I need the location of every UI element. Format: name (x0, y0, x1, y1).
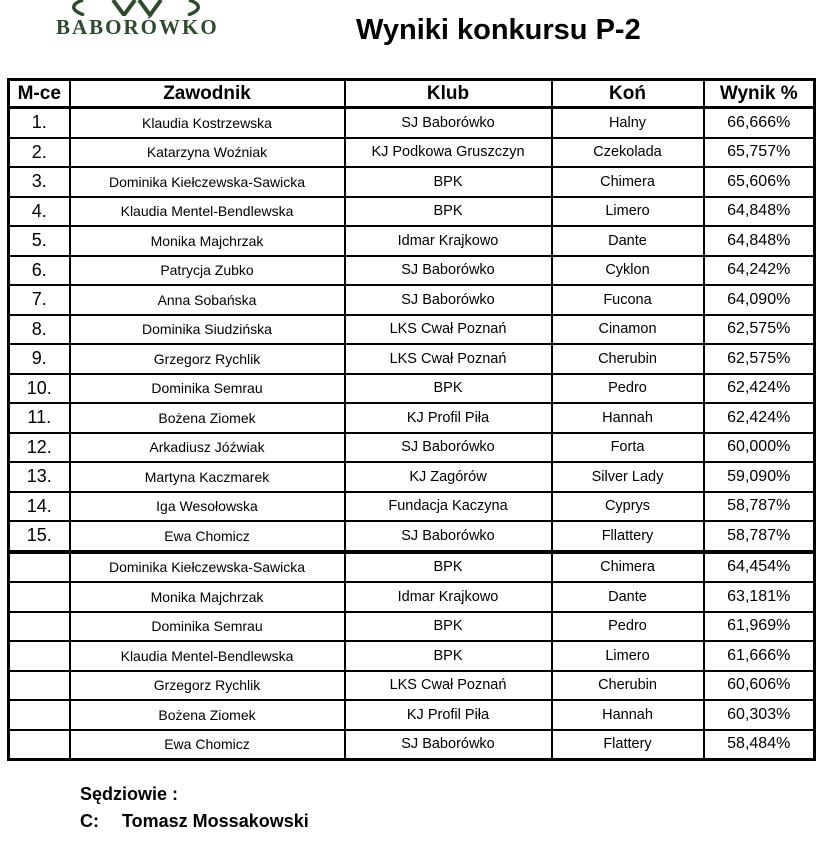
judges-section (80, 784, 309, 832)
header-place: M-ce (9, 80, 70, 108)
horse-cell: Silver Lady (552, 462, 704, 492)
horse-cell: Cherubin (552, 344, 704, 374)
table-row (9, 315, 815, 345)
horse-cell: Dante (552, 226, 704, 256)
place-cell: 2. (9, 138, 70, 168)
club-cell: BPK (345, 552, 552, 583)
table-row (9, 582, 815, 612)
table-row (9, 492, 815, 522)
result-cell: 63,181% (704, 582, 815, 612)
judge-name: Tomasz Mossakowski (122, 811, 309, 831)
place-cell: 4. (9, 197, 70, 227)
horse-cell: Cyklon (552, 256, 704, 286)
result-cell: 64,848% (704, 226, 815, 256)
table-row (9, 552, 815, 583)
table-row (9, 521, 815, 552)
competitor-cell: Dominika Kiełczewska-Sawicka (70, 552, 345, 583)
club-cell: KJ Profil Piła (345, 403, 552, 433)
horse-cell: Hannah (552, 403, 704, 433)
competitor-cell: Iga Wesołowska (70, 492, 345, 522)
club-cell: Idmar Krajkowo (345, 582, 552, 612)
club-cell: BPK (345, 197, 552, 227)
result-cell: 58,787% (704, 521, 815, 552)
competitor-cell: Dominika Siudzińska (70, 315, 345, 345)
table-row (9, 612, 815, 642)
result-cell: 58,484% (704, 730, 815, 760)
results-table-container (7, 78, 813, 761)
place-cell: 6. (9, 256, 70, 286)
club-cell: Fundacja Kaczyna (345, 492, 552, 522)
table-row (9, 433, 815, 463)
competitor-cell: Anna Sobańska (70, 285, 345, 315)
competitor-cell: Ewa Chomicz (70, 521, 345, 552)
header-competitor: Zawodnik (70, 80, 345, 108)
horse-cell: Limero (552, 641, 704, 671)
club-cell: KJ Zagórów (345, 462, 552, 492)
result-cell: 64,454% (704, 552, 815, 583)
logo-text: BABORÓWKO (56, 15, 219, 39)
result-cell: 59,090% (704, 462, 815, 492)
result-cell: 60,606% (704, 671, 815, 701)
table-row (9, 641, 815, 671)
competitor-cell: Klaudia Kostrzewska (70, 108, 345, 138)
logo-emblem-icon (61, 0, 211, 16)
place-cell: 3. (9, 167, 70, 197)
competitor-cell: Klaudia Mentel-Bendlewska (70, 641, 345, 671)
result-cell: 62,424% (704, 374, 815, 404)
page-title: Wyniki konkursu P-2 (356, 14, 641, 46)
horse-cell: Fucona (552, 285, 704, 315)
club-cell: SJ Baborówko (345, 433, 552, 463)
place-cell (9, 612, 70, 642)
horse-cell: Cinamon (552, 315, 704, 345)
place-cell: 10. (9, 374, 70, 404)
place-cell: 5. (9, 226, 70, 256)
table-row (9, 344, 815, 374)
result-cell: 65,757% (704, 138, 815, 168)
club-cell: SJ Baborówko (345, 285, 552, 315)
table-row (9, 700, 815, 730)
competitor-cell: Bożena Ziomek (70, 403, 345, 433)
club-cell: SJ Baborówko (345, 521, 552, 552)
competitor-cell: Arkadiusz Jóźwiak (70, 433, 345, 463)
result-cell: 66,666% (704, 108, 815, 138)
result-cell: 61,666% (704, 641, 815, 671)
results-table-header (9, 80, 815, 108)
club-cell: Idmar Krajkowo (345, 226, 552, 256)
place-cell: 15. (9, 521, 70, 552)
header-club: Klub (345, 80, 552, 108)
horse-cell: Czekolada (552, 138, 704, 168)
place-cell (9, 671, 70, 701)
results-table-body (9, 108, 815, 760)
result-cell: 60,000% (704, 433, 815, 463)
result-cell: 62,424% (704, 403, 815, 433)
horse-cell: Pedro (552, 374, 704, 404)
result-cell: 62,575% (704, 344, 815, 374)
competitor-cell: Grzegorz Rychlik (70, 671, 345, 701)
horse-cell: Forta (552, 433, 704, 463)
logo (56, 0, 219, 39)
club-cell: LKS Cwał Poznań (345, 344, 552, 374)
horse-cell: Limero (552, 197, 704, 227)
judge-line (80, 811, 309, 832)
club-cell: SJ Baborówko (345, 730, 552, 760)
place-cell: 11. (9, 403, 70, 433)
judges-label: Sędziowie : (80, 784, 179, 804)
result-cell: 58,787% (704, 492, 815, 522)
horse-cell: Fllattery (552, 521, 704, 552)
horse-cell: Hannah (552, 700, 704, 730)
table-row (9, 167, 815, 197)
result-cell: 64,242% (704, 256, 815, 286)
competitor-cell: Martyna Kaczmarek (70, 462, 345, 492)
place-cell (9, 700, 70, 730)
competitor-cell: Klaudia Mentel-Bendlewska (70, 197, 345, 227)
table-row (9, 730, 815, 760)
competitor-cell: Bożena Ziomek (70, 700, 345, 730)
result-cell: 64,848% (704, 197, 815, 227)
club-cell: LKS Cwał Poznań (345, 315, 552, 345)
competitor-cell: Monika Majchrzak (70, 226, 345, 256)
table-row (9, 403, 815, 433)
competitor-cell: Katarzyna Woźniak (70, 138, 345, 168)
horse-cell: Chimera (552, 552, 704, 583)
competitor-cell: Ewa Chomicz (70, 730, 345, 760)
horse-cell: Cyprys (552, 492, 704, 522)
header-row (9, 80, 815, 108)
place-cell (9, 582, 70, 612)
competitor-cell: Dominika Semrau (70, 374, 345, 404)
place-cell: 14. (9, 492, 70, 522)
club-cell: BPK (345, 167, 552, 197)
header-result: Wynik % (704, 80, 815, 108)
competitor-cell: Dominika Kiełczewska-Sawicka (70, 167, 345, 197)
competitor-cell: Patrycja Zubko (70, 256, 345, 286)
competitor-cell: Grzegorz Rychlik (70, 344, 345, 374)
horse-cell: Cherubin (552, 671, 704, 701)
place-cell: 1. (9, 108, 70, 138)
table-row (9, 671, 815, 701)
horse-cell: Chimera (552, 167, 704, 197)
table-row (9, 108, 815, 138)
results-table (7, 78, 816, 761)
table-row (9, 285, 815, 315)
table-row (9, 462, 815, 492)
horse-cell: Pedro (552, 612, 704, 642)
competitor-cell: Dominika Semrau (70, 612, 345, 642)
result-cell: 65,606% (704, 167, 815, 197)
place-cell: 12. (9, 433, 70, 463)
club-cell: SJ Baborówko (345, 108, 552, 138)
place-cell (9, 730, 70, 760)
header-horse: Koń (552, 80, 704, 108)
result-cell: 64,090% (704, 285, 815, 315)
table-row (9, 256, 815, 286)
club-cell: LKS Cwał Poznań (345, 671, 552, 701)
place-cell: 7. (9, 285, 70, 315)
table-row (9, 226, 815, 256)
horse-cell: Flattery (552, 730, 704, 760)
place-cell: 13. (9, 462, 70, 492)
table-row (9, 138, 815, 168)
club-cell: BPK (345, 612, 552, 642)
club-cell: SJ Baborówko (345, 256, 552, 286)
club-cell: KJ Profil Piła (345, 700, 552, 730)
table-row (9, 197, 815, 227)
place-cell (9, 552, 70, 583)
club-cell: BPK (345, 641, 552, 671)
result-cell: 61,969% (704, 612, 815, 642)
club-cell: BPK (345, 374, 552, 404)
horse-cell: Dante (552, 582, 704, 612)
competitor-cell: Monika Majchrzak (70, 582, 345, 612)
place-cell (9, 641, 70, 671)
place-cell: 8. (9, 315, 70, 345)
judge-role: C: (80, 811, 99, 831)
table-row (9, 374, 815, 404)
horse-cell: Halny (552, 108, 704, 138)
result-cell: 62,575% (704, 315, 815, 345)
result-cell: 60,303% (704, 700, 815, 730)
club-cell: KJ Podkowa Gruszczyn (345, 138, 552, 168)
place-cell: 9. (9, 344, 70, 374)
